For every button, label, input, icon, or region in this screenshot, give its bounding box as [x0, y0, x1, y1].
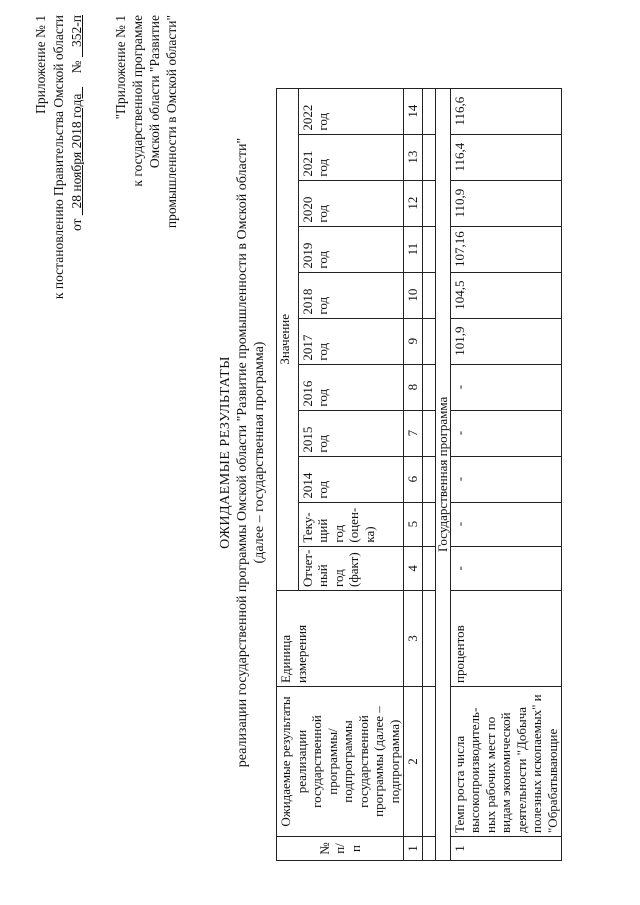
- column-number: 9: [404, 318, 423, 364]
- column-number: 14: [404, 88, 423, 134]
- col-no-header: № п/п: [277, 837, 404, 861]
- column-number: 1: [404, 837, 423, 861]
- program-appendix-line3: промышленности в Омской области": [164, 15, 179, 229]
- row-year-value: 104,5: [450, 272, 562, 318]
- program-appendix-line1: к государственной программе: [130, 15, 145, 187]
- year-header: 2020 год: [298, 180, 403, 226]
- year-header: 2018 год: [298, 272, 403, 318]
- row-result: Темп роста числа высокопроизводитель-ных рабочих мест по видам экономической деятельности "Добыча полезных ископаемых" и "Обрабатывающие: [450, 687, 562, 837]
- program-appendix-title: "Приложение № 1: [113, 15, 128, 120]
- column-number: 10: [404, 272, 423, 318]
- number-prefix: №: [69, 60, 84, 74]
- row-year-value: 110,9: [450, 180, 562, 226]
- col-current-header: Теку-щий год (оцен-ка): [298, 502, 403, 546]
- year-header: 2016 год: [298, 364, 403, 410]
- year-header: 2017 год: [298, 318, 403, 364]
- column-number: 6: [404, 456, 423, 502]
- col-reporting-header: Отчет-ный год (факт): [298, 546, 403, 590]
- section-title: Государственная программа: [435, 88, 450, 860]
- year-header: 2019 год: [298, 226, 403, 272]
- header-row-1: [277, 88, 299, 860]
- col-results-header: Ожидаемые результаты реализации государственной программы/ подпрограммы государственной программы (далее – подпрограмма): [277, 687, 404, 837]
- column-number: 12: [404, 180, 423, 226]
- row-unit: процентов: [450, 591, 562, 687]
- column-number: 2: [404, 687, 423, 837]
- column-number: 8: [404, 364, 423, 410]
- row-year-value: 101,9: [450, 318, 562, 364]
- year-header: 2022 год: [298, 88, 403, 134]
- table-row: [450, 88, 562, 860]
- row-year-value: -: [450, 456, 562, 502]
- results-table: [276, 88, 562, 861]
- year-header: 2014 год: [298, 456, 403, 502]
- resolution-date: [69, 87, 84, 215]
- resolution-number-value: 352-п: [69, 15, 84, 47]
- resolution-reference: к постановлению Правительства Омской области: [51, 15, 66, 300]
- resolution-number: [69, 15, 84, 57]
- year-header: 2015 год: [298, 410, 403, 456]
- col-value-group-header: Значение: [277, 88, 299, 590]
- spacer-row: [422, 88, 435, 860]
- row-year-value: 107,16: [450, 226, 562, 272]
- col-unit-header: Единица измерения: [277, 591, 404, 687]
- date-prefix: от: [69, 218, 84, 232]
- title-note: (далее – государственная программа): [252, 341, 267, 564]
- year-header: 2021 год: [298, 134, 403, 180]
- section-row: [435, 88, 450, 860]
- row-year-value: -: [450, 410, 562, 456]
- row-number: 1: [450, 837, 562, 861]
- column-number: 7: [404, 410, 423, 456]
- resolution-date-value: 28 ноября 2018 года: [69, 93, 84, 209]
- column-number: 11: [404, 226, 423, 272]
- document-title: [217, 0, 268, 905]
- column-number: 4: [404, 546, 423, 590]
- column-number: 5: [404, 502, 423, 546]
- title-main: ОЖИДАЕМЫЕ РЕЗУЛЬТАТЫ: [218, 356, 233, 549]
- row-year-value: 116,4: [450, 134, 562, 180]
- appendix-number: Приложение № 1: [33, 15, 48, 114]
- program-appendix-block: [112, 15, 180, 228]
- row-year-value: -: [450, 364, 562, 410]
- program-appendix-line2: Омской области "Развитие: [147, 15, 162, 169]
- column-number-row: [404, 88, 423, 860]
- column-number: 3: [404, 591, 423, 687]
- row-reporting-value: -: [450, 546, 562, 590]
- resolution-date-line: [68, 15, 86, 231]
- column-number: 13: [404, 134, 423, 180]
- row-year-value: 116,6: [450, 88, 562, 134]
- row-current-value: -: [450, 502, 562, 546]
- title-subtitle: реализации государственной программы Омской области "Развитие промышленности в Омской области": [235, 137, 250, 768]
